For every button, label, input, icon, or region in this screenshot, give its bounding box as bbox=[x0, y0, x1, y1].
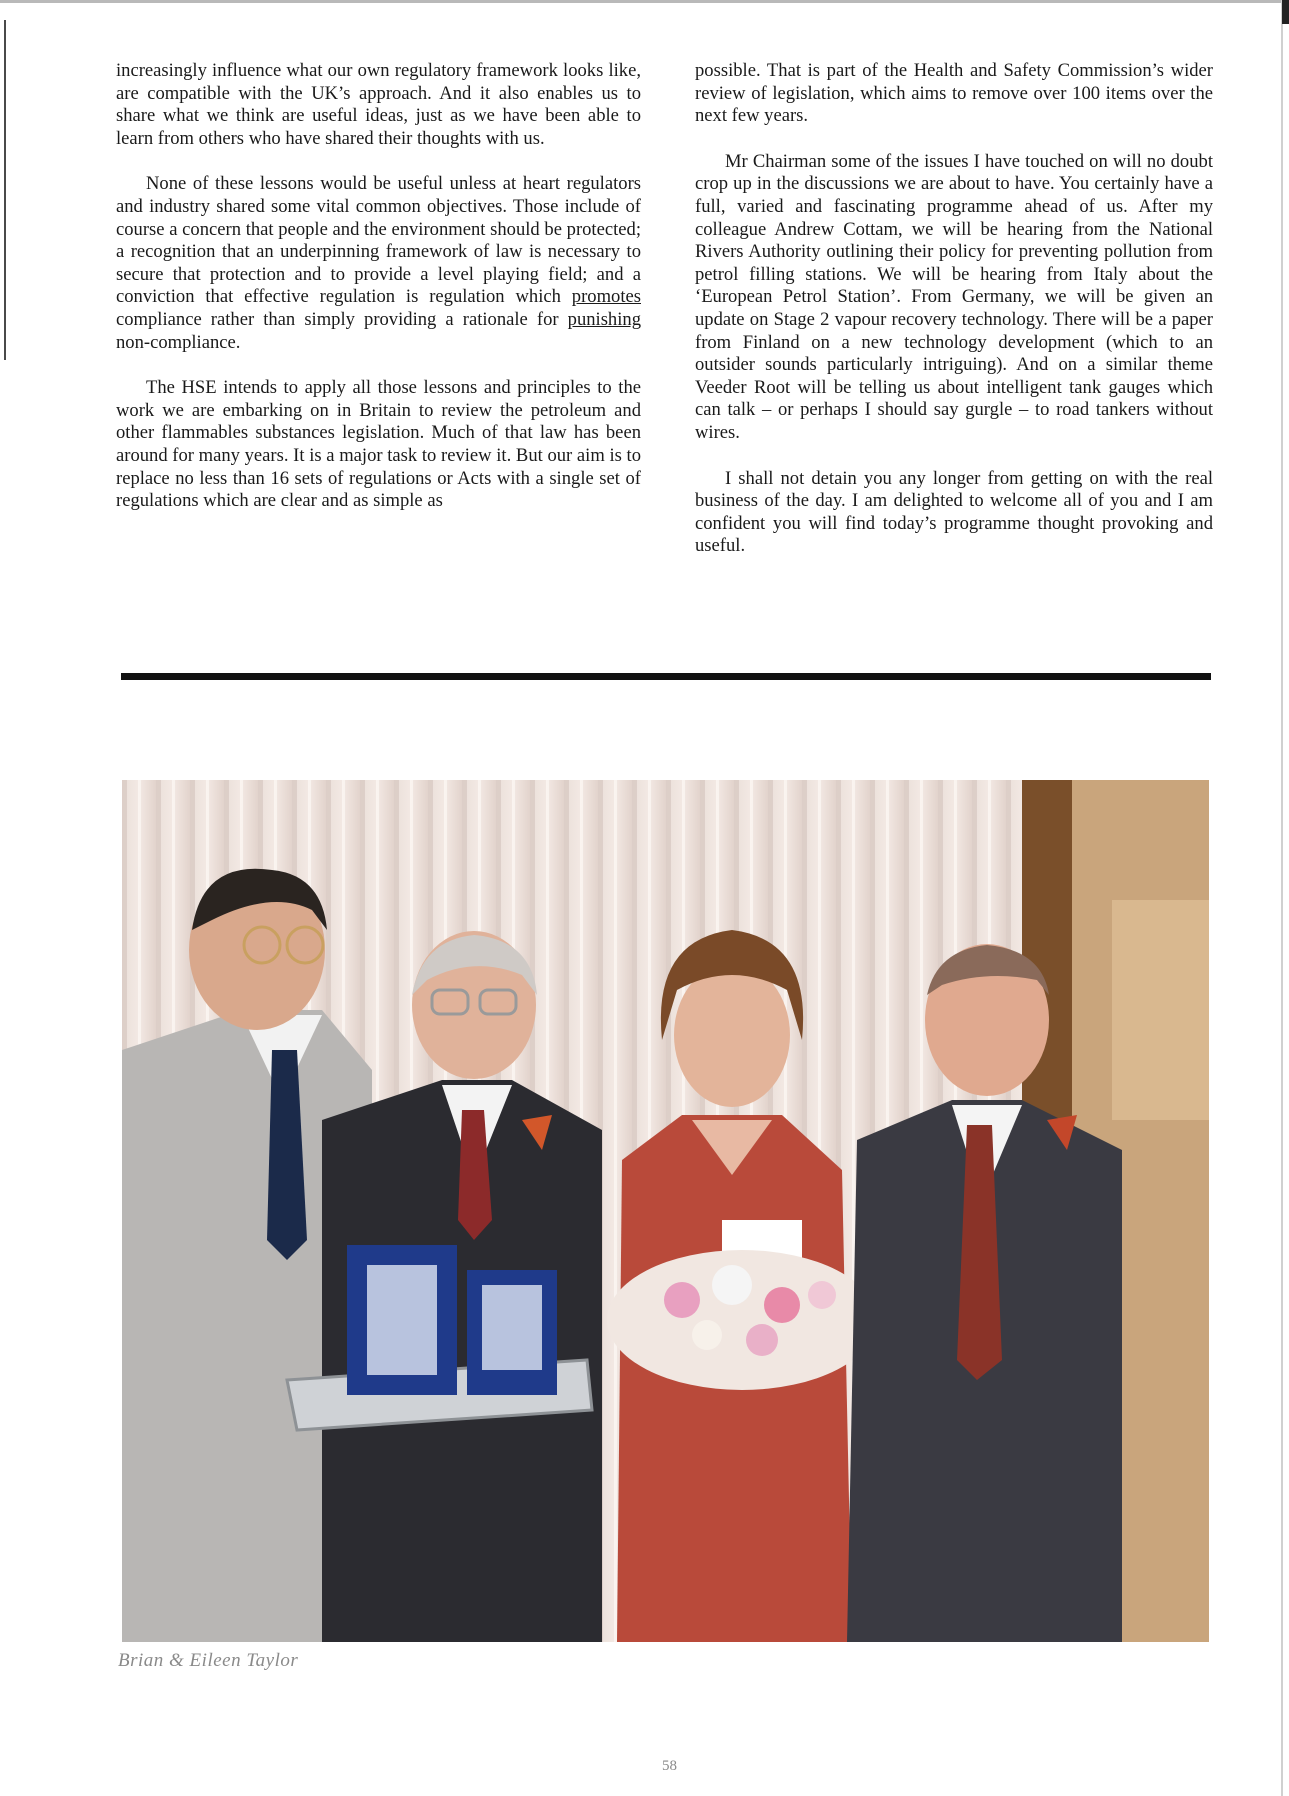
section-divider-rule bbox=[121, 673, 1211, 680]
left-text-column bbox=[116, 60, 641, 536]
underlined-word-promotes: promotes bbox=[571, 286, 641, 308]
photo-caption: Brian & Eileen Taylor bbox=[118, 1650, 299, 1671]
wood-panel-light bbox=[1112, 900, 1209, 1120]
right-text-column bbox=[695, 60, 1213, 581]
left-paragraph-2-text-a: None of these lessons would be useful unless at heart regulators and industry shared some vital common objectives. Those include of course a concern that people and the environment should be protected; a recognition that an underpinning framework of law is necessary to secure that protection and to provide a level playing field; and a conviction that effective regulation is regulation which bbox=[116, 173, 641, 308]
group-photo-illustration bbox=[122, 780, 1209, 1642]
page-edge-left bbox=[4, 20, 6, 360]
underlined-word-punishing: punishing bbox=[567, 308, 641, 330]
page-edge-top bbox=[0, 0, 1289, 3]
page-number: 58 bbox=[662, 1758, 677, 1774]
left-paragraph-2-text-b: compliance rather than simply providing a rationale for bbox=[116, 308, 568, 330]
left-paragraph-2-text-c: non-compliance. bbox=[116, 331, 241, 353]
group-photo bbox=[122, 780, 1209, 1642]
left-paragraph-3: The HSE intends to apply all those lessons and principles to the work we are embarking on in Britain to review the petroleum and other flammables substances legislation. Much of that law has been around for many years. It is a major task to review it. But our aim is to replace no less than 16 sets of regulations or Acts with a single set of regulations which are clear and as simple as bbox=[116, 377, 641, 512]
right-paragraph-3: I shall not detain you any longer from getting on with the real business of the day. I am delighted to welcome all of you and I am confident you will find today’s programme thought provoking and useful. bbox=[695, 467, 1213, 557]
page-corner-mark bbox=[1282, 0, 1289, 24]
right-paragraph-2: Mr Chairman some of the issues I have touched on will no doubt crop up in the discussions we are about to have. You certainly have a full, varied and fascinating programme ahead of us. After my colleague Andrew Cottam, we will be hearing from the National Rivers Authority outlining their policy for preventing pollution from petrol filling stations. We will be hearing from Italy about the ‘European Petrol Station’. From Germany, we will be given an update on Stage 2 vapour recovery technology. There will be a paper from Finland on a new technology development (which to an outsider sounds particularly intriguing). And on a similar theme Veeder Root will be telling us about intelligent tank gauges which can talk – or perhaps I should say gurgle – to road tankers without wires. bbox=[695, 150, 1213, 443]
left-paragraph-1: increasingly influence what our own regulatory framework looks like, are compatible with the UK’s approach. And it also enables us to share what we think are useful ideas, just as we have been able to learn from others who have shared their thoughts with us. bbox=[116, 60, 641, 149]
page-edge-right bbox=[1281, 0, 1283, 1796]
right-paragraph-1: possible. That is part of the Health and Safety Commission’s wider review of legislation, which aims to remove over 100 items over the next few years. bbox=[695, 60, 1213, 127]
left-paragraph-2 bbox=[116, 173, 641, 354]
